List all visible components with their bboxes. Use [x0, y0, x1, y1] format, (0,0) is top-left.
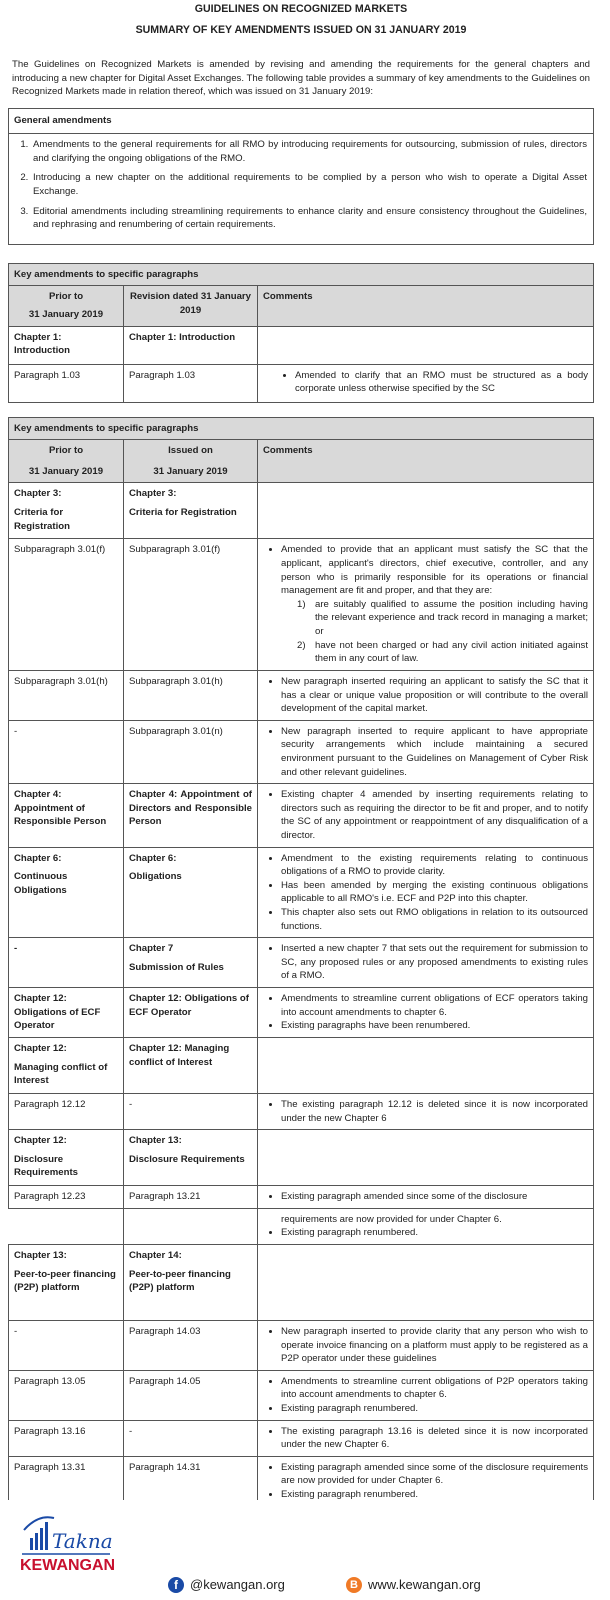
cell-issued	[124, 483, 258, 539]
cell-prior: Paragraph 13.16	[9, 1420, 124, 1456]
facebook-handle: @kewangan.org	[190, 1577, 285, 1592]
sub-text: are suitably qualified to assume the position including having the relevant experience and track record in managing a market; or	[315, 598, 588, 638]
sub-text: have not been charged or had any civil action initiated against them in any court of law.	[315, 639, 588, 665]
list-item: • Amendment to the existing requirements relating to continuous obligations of a RMO to provide clarity.	[281, 852, 588, 879]
cell-comments	[258, 1244, 594, 1320]
cell-prior	[9, 483, 124, 539]
cell-comments	[258, 1420, 594, 1456]
table-heading: Key amendments to specific paragraphs	[9, 263, 594, 286]
table-row	[9, 938, 594, 988]
cell-issued: Subparagraph 3.01(n)	[124, 720, 258, 783]
amendments-table-1	[8, 263, 594, 403]
document	[8, 0, 594, 1543]
cell-issued: Subparagraph 3.01(h)	[124, 670, 258, 720]
column-header-prior	[9, 440, 124, 483]
cell-revision: Paragraph 1.03	[124, 364, 258, 402]
cell-issued: Chapter 4: Appointment of Directors and Responsible Person	[124, 784, 258, 847]
column-header-comments: Comments	[258, 286, 594, 326]
cell-prior: Paragraph 1.03	[9, 364, 124, 402]
sub-list-item	[297, 598, 588, 639]
general-amendments-box	[8, 108, 594, 244]
cell-prior	[9, 326, 124, 364]
blogger-icon: B	[346, 1577, 362, 1593]
table-row	[9, 1130, 594, 1186]
list-item-continued: requirements are now provided for under Chapter 6.	[281, 1213, 502, 1225]
cell-comments	[258, 938, 594, 988]
list-item: • New paragraph inserted requiring an applicant to satisfy the SC that it has a clear or unique value proposition or will contribute to the overall development of the capital market.	[281, 675, 588, 716]
cell-comments	[258, 1186, 594, 1209]
list-item: • Amended to clarify that an RMO must be structured as a body corporate unless otherwise specified by the SC	[295, 369, 588, 396]
facebook-icon: f	[168, 1577, 184, 1593]
header-line: Prior to	[48, 445, 84, 457]
sub-number: 2)	[297, 639, 306, 651]
bullet-text: • Amended to provide that an applicant must satisfy the SC that the applicant, applicant's directors, chief executive, controller, and any person who is primarily responsible for its operations or financial management are fit and proper, and that they are:	[281, 544, 588, 597]
table-row	[9, 539, 594, 670]
cell-line: Chapter 6:	[14, 852, 62, 864]
header-line: 31 January 2019	[153, 465, 228, 477]
header-line: Prior to	[48, 291, 84, 303]
cell-comments	[258, 1208, 594, 1244]
column-header-revision: Revision dated 31 January 2019	[124, 286, 258, 326]
table-heading: Key amendments to specific paragraphs	[9, 417, 594, 440]
cell-line: Chapter 3:	[129, 488, 177, 500]
table-row	[9, 326, 594, 364]
amendments-table-2	[8, 417, 594, 1543]
cell-line: Chapter 12:	[14, 1042, 67, 1054]
cell-comments	[258, 784, 594, 847]
cell-line: Chapter 14:	[129, 1249, 182, 1261]
cell-comments	[258, 988, 594, 1038]
cell-prior: Chapter 4: Appointment of Responsible Person	[9, 784, 124, 847]
cell-comments	[258, 326, 594, 364]
document-title: GUIDELINES ON RECOGNIZED MARKETS	[194, 3, 408, 15]
list-item: • New paragraph inserted to provide clarity that any person who wish to operate invoice financing on a platform must apply to be registered as a P2P operator under these guidelines	[281, 1325, 588, 1366]
cell-prior: -	[9, 938, 124, 988]
cell-comments	[258, 1093, 594, 1129]
column-header-issued	[124, 440, 258, 483]
cell-prior: Paragraph 12.12	[9, 1093, 124, 1129]
cell-prior: -	[9, 1320, 124, 1370]
cell-prior	[9, 1037, 124, 1093]
cell-issued	[124, 1130, 258, 1186]
table-row	[9, 1420, 594, 1456]
cell-issued: Chapter 12: Obligations of ECF Operator	[124, 988, 258, 1038]
sub-list	[281, 598, 588, 666]
cell-issued: Paragraph 13.21	[124, 1186, 258, 1209]
cell-issued	[124, 847, 258, 938]
list-item: • Existing chapter 4 amended by inserting requirements relating to directors such as requiring the director to be fit and proper, and to notify the SC of any appointment or reappointment of any disqualification of a director.	[281, 788, 588, 842]
list-item: • Existing paragraph amended since some of the disclosure requirements are now provided for under Chapter 6.	[281, 1461, 588, 1488]
website-url: www.kewangan.org	[368, 1577, 481, 1592]
cell-line: Chapter 6:	[129, 852, 177, 864]
table-row	[9, 1186, 594, 1209]
cell-comments	[258, 1037, 594, 1093]
table-row	[9, 483, 594, 539]
logo-bottom-text: KEWANGAN	[20, 1557, 116, 1574]
document-subtitle: SUMMARY OF KEY AMENDMENTS ISSUED ON 31 JANUARY 2019	[135, 24, 467, 37]
table-row	[9, 1320, 594, 1370]
takna-kewangan-logo[interactable]	[16, 1508, 116, 1588]
general-amendments-heading: General amendments	[9, 109, 593, 134]
list-item: • This chapter also sets out RMO obligations in relation to its outsourced functions.	[281, 906, 588, 933]
cell-line: Peer-to-peer financing (P2P) platform	[14, 1268, 116, 1294]
cell-issued: Paragraph 14.31	[124, 1456, 258, 1506]
list-item: • Existing paragraph renumbered.	[281, 1402, 588, 1416]
list-item: • New paragraph inserted to require applicant to have appropriate security arrangements which include maintaining a secured environment pursuant to the Guidelines on Management of Cyber Risk and other relevant guidelines.	[281, 725, 588, 779]
general-amendments-list	[9, 134, 593, 244]
table-row	[9, 364, 594, 402]
list-item: • Existing paragraphs have been renumbered.	[281, 1019, 588, 1033]
list-item: • Inserted a new chapter 7 that sets out the requirement for submission to SC, any proposed rules or any proposed amendments to existing rules of a RMO.	[281, 942, 588, 983]
cell-line: Chapter 12:	[14, 1135, 67, 1147]
cell-issued: Chapter 12: Managing conflict of Interest	[124, 1037, 258, 1093]
cell-prior	[9, 1130, 124, 1186]
table-row	[9, 1037, 594, 1093]
cell-comments	[258, 1130, 594, 1186]
list-item: • Has been amended by merging the existing continuous obligations applicable to all RMO's i.e. ECF and P2P into this chapter.	[281, 879, 588, 906]
list-item: • The existing paragraph 13.16 is deleted since it is now incorporated under the new Chapter 6.	[281, 1425, 588, 1452]
cell-line: Introduction	[14, 345, 70, 357]
list-item: 3. Editorial amendments including streamlining requirements to enhance clarity and ensure consistency throughout the Guidelines, and rephrasing and renumbering of certain requirements.	[31, 205, 587, 232]
cell-prior	[9, 847, 124, 938]
cell-issued: -	[124, 1420, 258, 1456]
list-item: • Amendments to streamline current obligations of ECF operators taking into account amendments to chapter 6.	[281, 992, 588, 1019]
facebook-link[interactable]	[168, 1576, 285, 1594]
table-row	[9, 1456, 594, 1506]
list-item: • Amendments to streamline current obligations of P2P operators taking into account amendments to chapter 6.	[281, 1375, 588, 1402]
cell-comments	[258, 1456, 594, 1506]
sub-list-item	[297, 639, 588, 666]
list-item: • Existing paragraph renumbered.	[281, 1488, 588, 1502]
table-row	[9, 1093, 594, 1129]
empty-cell	[9, 1208, 124, 1244]
table-row	[9, 670, 594, 720]
cell-comments	[258, 720, 594, 783]
list-item: • Existing paragraph amended since some of the disclosure	[281, 1190, 588, 1204]
table-row	[9, 988, 594, 1038]
cell-comments	[258, 364, 594, 402]
cell-prior: Paragraph 13.05	[9, 1370, 124, 1420]
table-header-row	[9, 286, 594, 326]
list-item: 2. Introducing a new chapter on the additional requirements to be complied by a person who wish to operate a Digital Asset Exchange.	[31, 171, 587, 198]
cell-issued	[124, 1244, 258, 1320]
cell-line: Chapter 3:	[14, 488, 62, 500]
cell-line: Submission of Rules	[129, 961, 224, 973]
table-row	[9, 784, 594, 847]
list-item	[281, 543, 588, 665]
cell-prior: Chapter 12: Obligations of ECF Operator	[9, 988, 124, 1038]
table-header-row	[9, 440, 594, 483]
cell-line: Obligations	[129, 871, 182, 883]
table-row-continued	[9, 1208, 594, 1244]
cell-line: Criteria for Registration	[14, 507, 70, 532]
cell-line: Peer-to-peer financing (P2P) platform	[129, 1268, 231, 1294]
cell-line: Chapter 7	[129, 943, 174, 955]
cell-comments	[258, 1370, 594, 1420]
cell-prior	[9, 1244, 124, 1320]
cell-issued: Paragraph 14.03	[124, 1320, 258, 1370]
cell-issued	[124, 938, 258, 988]
cell-line: Continuous Obligations	[14, 871, 68, 896]
cell-line: Disclosure Requirements	[129, 1153, 245, 1165]
cell-line: Chapter 13:	[129, 1135, 182, 1147]
cell-comments	[258, 670, 594, 720]
list-item: • The existing paragraph 12.12 is deleted since it is now incorporated under the new Chapter 6	[281, 1098, 588, 1125]
sub-number: 1)	[297, 598, 306, 610]
column-header-comments: Comments	[258, 440, 594, 483]
table-row	[9, 1370, 594, 1420]
cell-line: Disclosure Requirements	[14, 1153, 78, 1179]
cell-comments	[258, 483, 594, 539]
cell-prior: Paragraph 12.23	[9, 1186, 124, 1209]
website-link[interactable]	[346, 1576, 481, 1594]
cell-comments	[258, 539, 594, 670]
logo-top-text: Takna	[52, 1529, 113, 1553]
list-item: • Existing paragraph renumbered.	[281, 1226, 588, 1240]
cell-prior: Paragraph 13.31	[9, 1456, 124, 1506]
column-header-prior	[9, 286, 124, 326]
empty-cell	[124, 1208, 258, 1244]
table-row	[9, 1244, 594, 1320]
footer-banner	[0, 1500, 610, 1600]
cell-prior: Subparagraph 3.01(f)	[9, 539, 124, 670]
cell-comments	[258, 847, 594, 938]
cell-line: Criteria for Registration	[129, 507, 237, 519]
intro-paragraph: The Guidelines on Recognized Markets is amended by revising and amending the requirements for the general chapters and introducing a new chapter for Digital Asset Exchanges. The following table provides a summary of key amendments to the Guidelines on Recognized Markets made in relation thereof, which was issued on 31 January 2019:	[12, 59, 590, 98]
cell-line: Chapter 13:	[14, 1249, 67, 1261]
table-row	[9, 847, 594, 938]
cell-revision: Chapter 1: Introduction	[124, 326, 258, 364]
cell-line: Managing conflict of Interest	[14, 1061, 108, 1087]
table-row	[9, 720, 594, 783]
list-item: 1. Amendments to the general requirements for all RMO by introducing requirements for outsourcing, submission of rules, directors and clarifying the ongoing obligations of the RMO.	[31, 138, 587, 165]
header-line: Issued on	[168, 445, 213, 457]
cell-prior: -	[9, 720, 124, 783]
cell-prior: Subparagraph 3.01(h)	[9, 670, 124, 720]
header-line: 31 January 2019	[28, 308, 104, 320]
bar-chart-icon	[24, 1517, 54, 1550]
cell-line: Chapter 1:	[14, 331, 62, 343]
header-line: 31 January 2019	[28, 465, 104, 477]
cell-issued: Subparagraph 3.01(f)	[124, 539, 258, 670]
cell-comments	[258, 1320, 594, 1370]
cell-issued: -	[124, 1093, 258, 1129]
cell-issued: Paragraph 14.05	[124, 1370, 258, 1420]
